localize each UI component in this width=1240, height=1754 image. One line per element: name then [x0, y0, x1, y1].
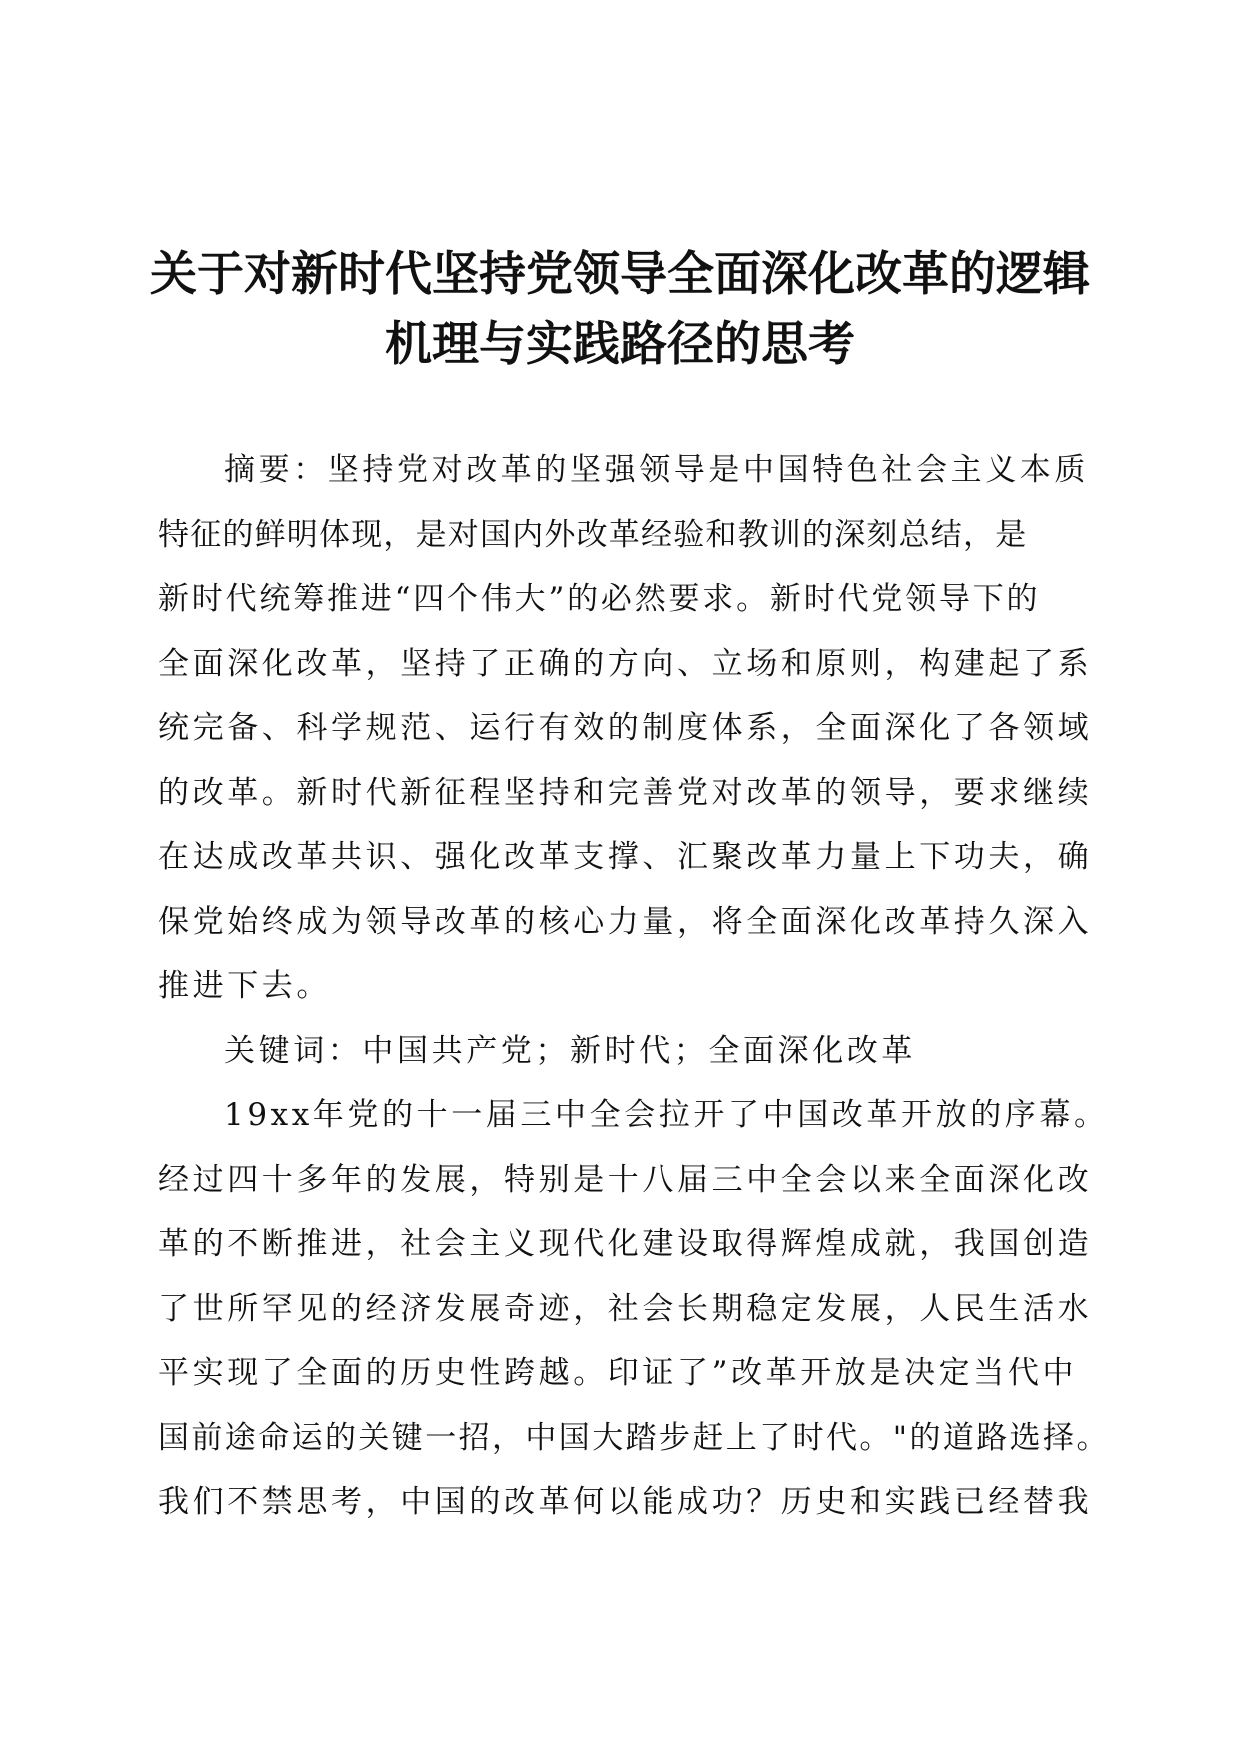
document-body: [158, 438, 1110, 1535]
abstract-line: 新时代统筹推进“四个伟大”的必然要求。新时代党领导下的: [158, 581, 1041, 617]
paragraph-line: 19xx年党的十一届三中全会拉开了中国改革开放的序幕。: [224, 1097, 1109, 1133]
abstract-line: 特征的鲜明体现，是对国内外改革经验和教训的深刻总结，是: [158, 516, 1028, 553]
abstract-line: 统完备、科学规范、运行有效的制度体系，全面深化了各领域: [158, 710, 1093, 746]
abstract-line: 推进下去。: [158, 968, 331, 1004]
document-title: [150, 240, 1090, 380]
paragraph-line: 国前途命运的关键一招，中国大踏步赶上了时代。"的道路选择。: [158, 1419, 1110, 1456]
paragraph-line: 我们不禁思考，中国的改革何以能成功？历史和实践已经替我: [158, 1484, 1093, 1520]
title-line-2: 机理与实践路径的思考: [385, 317, 855, 372]
paragraph-line: 平实现了全面的历史性跨越。印证了”改革开放是决定当代中: [158, 1355, 1078, 1391]
abstract-line: 全面深化改革，坚持了正确的方向、立场和原则，构建起了系: [158, 645, 1093, 682]
abstract-line: 摘要：坚持党对改革的坚强领导是中国特色社会主义本质: [224, 452, 1089, 488]
abstract-line: 的改革。新时代新征程坚持和完善党对改革的领导，要求继续: [158, 774, 1093, 811]
title-line-1: 关于对新时代坚持党领导全面深化改革的逻辑: [150, 247, 1090, 302]
abstract-line: 保党始终成为领导改革的核心力量，将全面深化改革持久深入: [158, 903, 1093, 940]
paragraph-line: 革的不断推进，社会主义现代化建设取得辉煌成就，我国创造: [158, 1226, 1093, 1262]
abstract-line: 在达成改革共识、强化改革支撑、汇聚改革力量上下功夫，确: [158, 839, 1093, 875]
paragraph-line: 了世所罕见的经济发展奇迹，社会长期稳定发展，人民生活水: [158, 1290, 1093, 1327]
keywords-line: 关键词：中国共产党；新时代；全面深化改革: [224, 1032, 916, 1069]
paragraph-line: 经过四十多年的发展，特别是十八届三中全会以来全面深化改: [158, 1161, 1093, 1198]
